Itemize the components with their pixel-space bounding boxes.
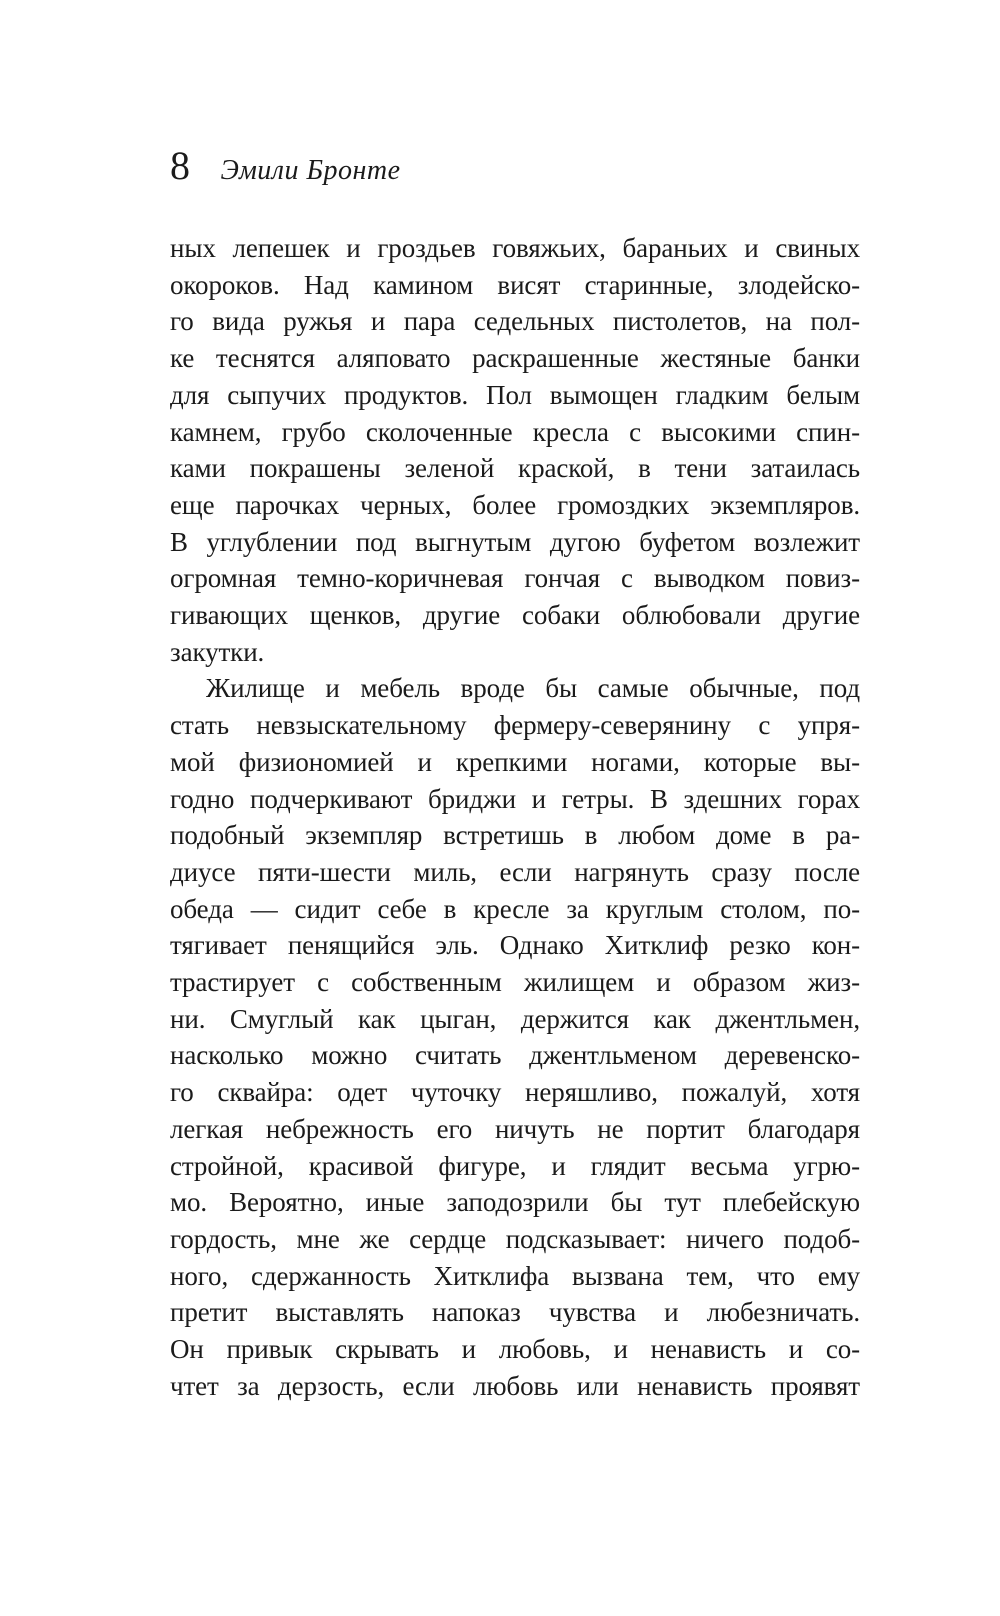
text-line: годно подчеркивают бриджи и гетры. В здешних горах [170, 783, 860, 814]
text-line: тягивает пенящийся эль. Однако Хитклиф резко кон- [170, 930, 860, 961]
page-number: 8 [170, 143, 191, 188]
text-line: диусе пяти-шести миль, если нагрянуть сразу после [170, 856, 860, 887]
text-line: подобный экземпляр встретишь в любом доме в ра- [170, 820, 860, 851]
text-line: стать невзыскательному фермеру-северянину с упря- [170, 710, 860, 741]
text-line: го вида ружья и пара седельных пистолетов, на пол- [170, 306, 860, 337]
text-line: еще парочках черных, более громоздких экземпляров. [170, 489, 860, 520]
text-line: В углублении под выгнутым дугою буфетом возлежит [170, 526, 860, 557]
text-line: ни. Смуглый как цыган, держится как джентльмен, [170, 1003, 860, 1034]
text-line: обеда — сидит себе в кресле за круглым столом, по- [170, 893, 860, 924]
text-line: ного, сдержанность Хитклифа вызвана тем, что ему [170, 1260, 860, 1291]
text-line: Жилище и мебель вроде бы самые обычные, под [206, 673, 860, 704]
text-line: закутки. [170, 636, 265, 667]
text-line: гивающих щенков, другие собаки облюбовали другие [170, 600, 860, 631]
running-head-author: Эмили Бронте [220, 155, 401, 186]
text-line: ных лепешек и гроздьев говяжьих, бараньих и свиных [170, 233, 860, 263]
text-line: насколько можно считать джентльменом деревенско- [170, 1040, 860, 1071]
text-line: чтет за дерзость, если любовь или ненависть проявят [170, 1370, 860, 1401]
body-text-block [170, 230, 860, 1405]
text-line: гордость, мне же сердце подсказывает: ничего подоб- [170, 1223, 860, 1254]
text-line: для сыпучих продуктов. Пол вымощен гладким белым [170, 379, 860, 410]
text-line: Он привык скрывать и любовь, и ненависть и со- [170, 1334, 860, 1365]
text-line: легкая небрежность его ничуть не портит благодаря [170, 1113, 860, 1144]
text-line: ке теснятся аляповато раскрашенные жестяные банки [170, 343, 860, 374]
page-header [170, 143, 401, 188]
text-line: окороков. Над камином висят старинные, злодейско- [170, 269, 860, 300]
text-line: го сквайра: одет чуточку неряшливо, пожалуй, хотя [170, 1077, 860, 1108]
text-line: камнем, грубо сколоченные кресла с высокими спин- [170, 416, 860, 447]
text-line: ками покрашены зеленой краской, в тени затаилась [170, 453, 860, 484]
text-line: мой физиономией и крепкими ногами, которые вы- [170, 746, 860, 777]
text-line: мо. Вероятно, иные заподозрили бы тут плебейскую [170, 1187, 860, 1218]
text-line: трастирует с собственным жилищем и образом жиз- [170, 967, 860, 998]
text-line: огромная темно-коричневая гончая с выводком повиз- [170, 563, 860, 594]
text-line: претит выставлять напоказ чувства и любезничать. [170, 1297, 860, 1328]
text-line: стройной, красивой фигуре, и глядит весьма угрю- [170, 1150, 860, 1181]
